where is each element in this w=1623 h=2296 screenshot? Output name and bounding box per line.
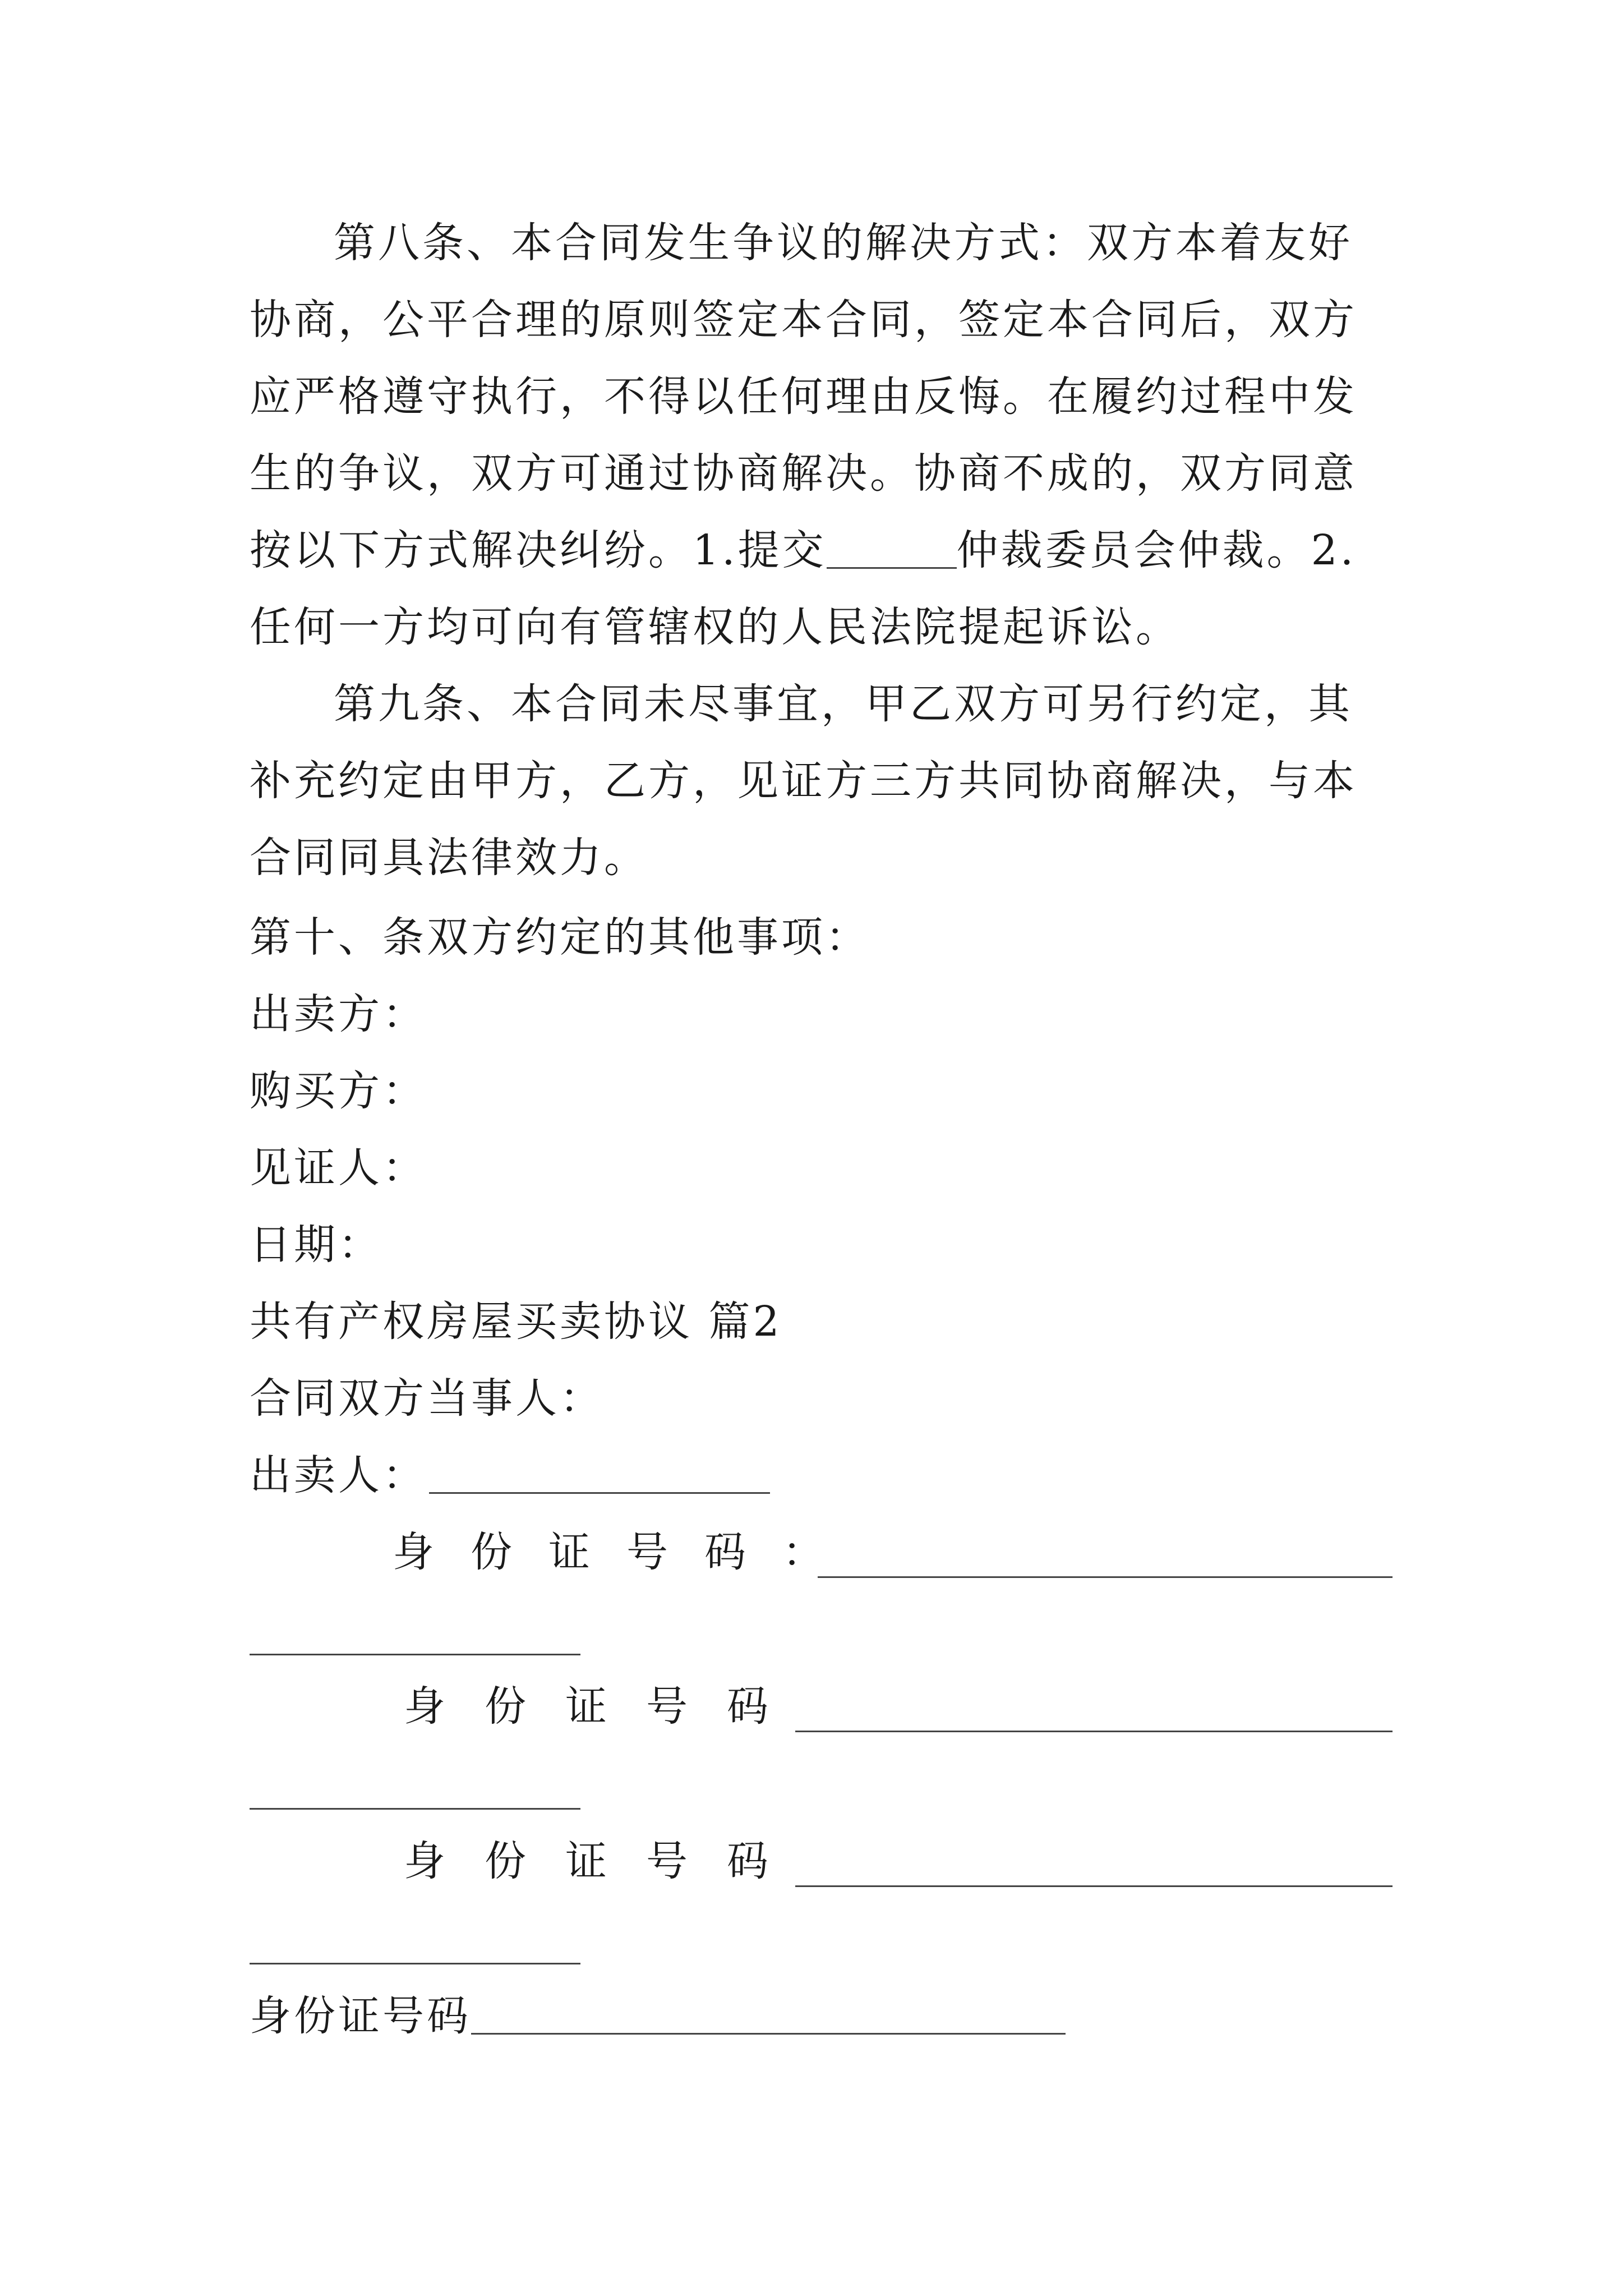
arbitration-blank xyxy=(827,567,957,569)
id-number-line-4 xyxy=(250,1992,1066,2040)
id-char: 号 xyxy=(626,1528,671,1576)
seller-person-line xyxy=(250,1451,770,1499)
seller-label: 出卖方： xyxy=(250,990,427,1038)
id-number-blank-1b xyxy=(250,1654,580,1655)
article-8-text-part2: 仲裁委员会仲裁。2.任何一方均可向有管辖权的人民法院提起诉讼。 xyxy=(250,526,1357,651)
id-number-blank-3b xyxy=(250,1963,580,1964)
id-number-line-1 xyxy=(393,1528,827,1576)
id-char: 码 xyxy=(727,1682,771,1731)
id-char: 证 xyxy=(565,1837,610,1885)
id-number-line-2 xyxy=(404,1682,771,1731)
id-char: 份 xyxy=(485,1682,529,1731)
id-number-blank-1a xyxy=(818,1576,1393,1578)
id-char: 码 xyxy=(704,1528,749,1576)
buyer-label: 购买方： xyxy=(250,1067,427,1115)
id-char: 份 xyxy=(485,1837,529,1885)
id-char: 号 xyxy=(646,1682,690,1731)
section-title: 共有产权房屋买卖协议 篇2 xyxy=(250,1297,782,1346)
seller-person-blank xyxy=(429,1492,770,1494)
id-number-blank-4 xyxy=(471,2033,1066,2035)
id-char: 码 xyxy=(727,1837,771,1885)
article-9-paragraph: 第九条、本合同未尽事宜，甲乙双方可另行约定，其补充约定由甲方，乙方，见证方三方共同协商解决，与本合同同具法律效力。 xyxy=(250,680,1357,882)
id-char: 身 xyxy=(404,1682,448,1731)
article-10-line: 第十、条双方约定的其他事项： xyxy=(250,913,870,961)
id-char: 证 xyxy=(565,1682,610,1731)
article-8-text-part1: 第八条、本合同发生争议的解决方式：双方本着友好协商，公平合理的原则签定本合同，签定本合同后，双方应严格遵守执行，不得以任何理由反悔。在履约过程中发生的争议，双方可通过协商解决。协商不成的，双方同意按以下方式解决纠纷。1.提交 xyxy=(250,219,1357,574)
id-char: 身 xyxy=(404,1837,448,1885)
id-char: ： xyxy=(782,1528,827,1576)
id-number-label: 身份证号码 xyxy=(250,1992,471,2040)
id-number-blank-2a xyxy=(795,1731,1393,1732)
id-number-blank-3a xyxy=(795,1885,1393,1887)
article-8-paragraph xyxy=(250,205,1391,666)
id-number-line-3 xyxy=(404,1837,771,1885)
id-char: 份 xyxy=(471,1528,515,1576)
seller-person-label: 出卖人： xyxy=(250,1451,427,1499)
id-char: 号 xyxy=(646,1837,690,1885)
id-char: 身 xyxy=(393,1528,437,1576)
id-char: 证 xyxy=(548,1528,593,1576)
parties-label: 合同双方当事人： xyxy=(250,1374,604,1423)
witness-label: 见证人： xyxy=(250,1144,427,1192)
id-number-blank-2b xyxy=(250,1808,580,1810)
date-label: 日期： xyxy=(250,1221,382,1269)
